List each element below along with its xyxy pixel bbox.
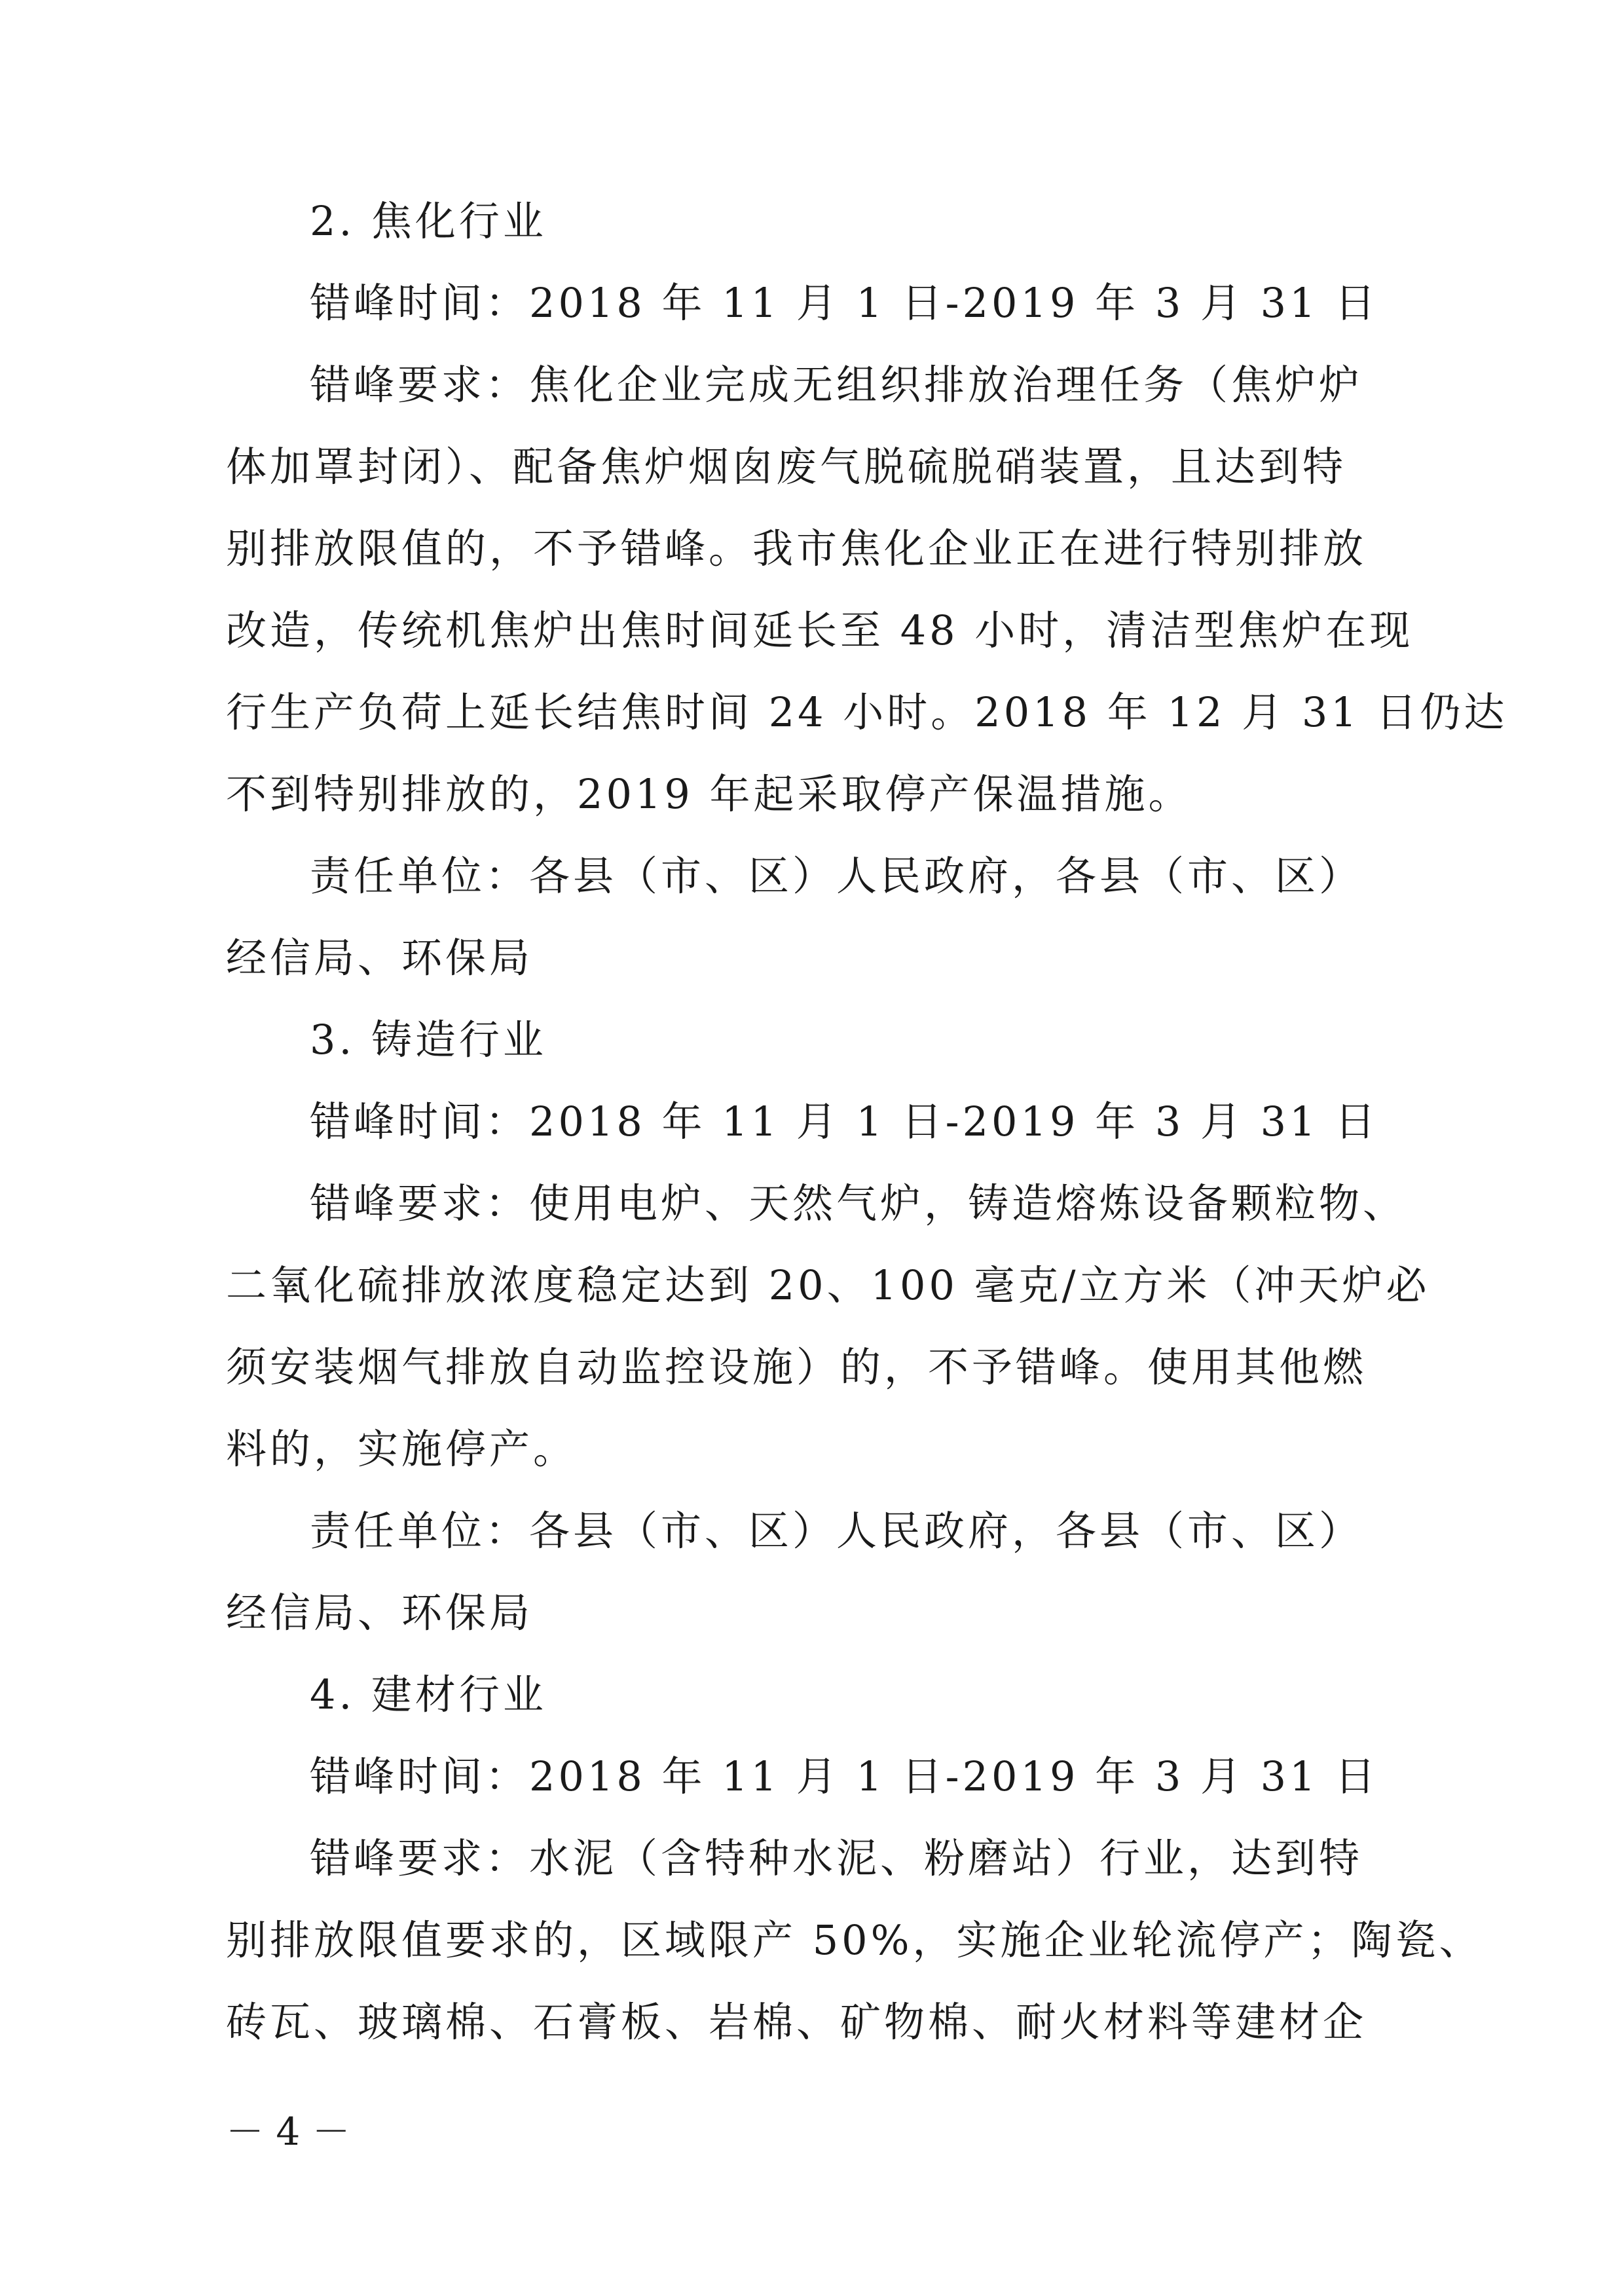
requirement-line: 别排放限值要求的，区域限产 50%，实施企业轮流停产；陶瓷、 bbox=[226, 1916, 1483, 1964]
requirement-line: 料的，实施停产。 bbox=[226, 1425, 578, 1473]
section-heading-coking: 2. 焦化行业 bbox=[310, 197, 547, 245]
requirement-line: 体加罩封闭）、配备焦炉烟囱废气脱硫脱硝装置，且达到特 bbox=[226, 443, 1347, 491]
peak-shift-time: 错峰时间：2018 年 11 月 1 日-2019 年 3 月 31 日 bbox=[310, 1098, 1379, 1145]
peak-shift-time: 错峰时间：2018 年 11 月 1 日-2019 年 3 月 31 日 bbox=[310, 279, 1379, 327]
requirement-line: 行生产负荷上延长结焦时间 24 小时。2018 年 12 月 31 日仍达 bbox=[226, 688, 1508, 736]
responsibility-line: 经信局、环保局 bbox=[226, 934, 534, 982]
requirement-line: 错峰要求：水泥（含特种水泥、粉磨站）行业，达到特 bbox=[310, 1834, 1363, 1882]
responsibility-line: 经信局、环保局 bbox=[226, 1589, 534, 1637]
requirement-line: 不到特别排放的，2019 年起采取停产保温措施。 bbox=[226, 770, 1192, 818]
requirement-line: 别排放限值的，不予错峰。我市焦化企业正在进行特别排放 bbox=[226, 525, 1367, 572]
page-number: － 4 － bbox=[226, 2109, 350, 2154]
responsibility-line: 责任单位：各县（市、区）人民政府，各县（市、区） bbox=[310, 852, 1363, 900]
requirement-line: 二氧化硫排放浓度稳定达到 20、100 毫克/立方米（冲天炉必 bbox=[226, 1261, 1430, 1309]
peak-shift-time: 错峰时间：2018 年 11 月 1 日-2019 年 3 月 31 日 bbox=[310, 1752, 1379, 1800]
section-heading-building-materials: 4. 建材行业 bbox=[310, 1671, 547, 1718]
document-body bbox=[226, 180, 1508, 2063]
requirement-line: 错峰要求：焦化企业完成无组织排放治理任务（焦炉炉 bbox=[310, 361, 1363, 409]
requirement-line: 错峰要求：使用电炉、天然气炉，铸造熔炼设备颗粒物、 bbox=[310, 1179, 1407, 1227]
section-heading-foundry: 3. 铸造行业 bbox=[310, 1016, 547, 1064]
requirement-line: 改造，传统机焦炉出焦时间延长至 48 小时，清洁型焦炉在现 bbox=[226, 606, 1414, 654]
responsibility-line: 责任单位：各县（市、区）人民政府，各县（市、区） bbox=[310, 1507, 1363, 1555]
requirement-line: 砖瓦、玻璃棉、石膏板、岩棉、矿物棉、耐火材料等建材企 bbox=[226, 1998, 1367, 2046]
requirement-line: 须安装烟气排放自动监控设施）的，不予错峰。使用其他燃 bbox=[226, 1343, 1367, 1391]
